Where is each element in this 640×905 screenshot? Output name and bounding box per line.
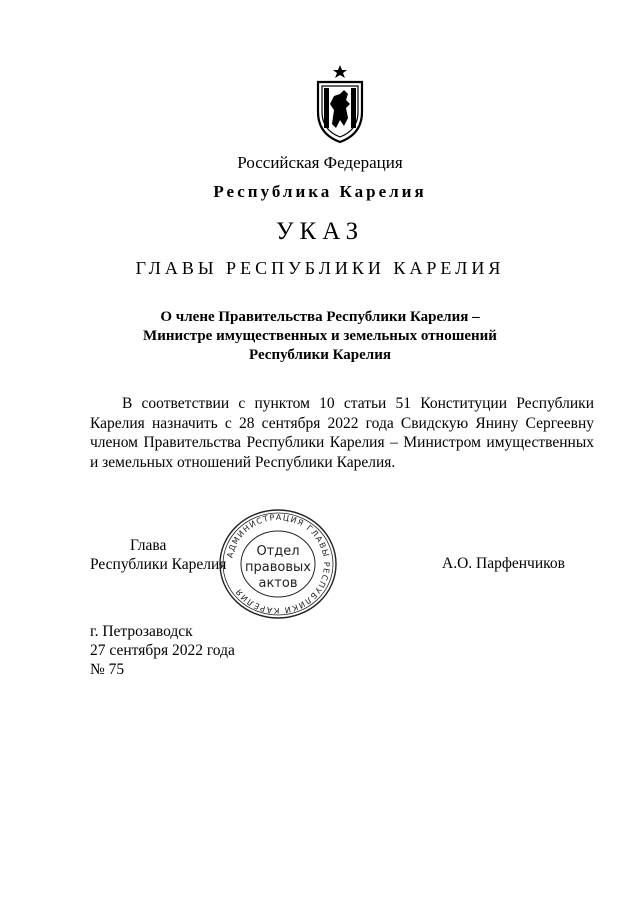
signatory-name: А.О. Парфенчиков: [442, 555, 565, 572]
subject-line: О члене Правительства Республики Карелия –: [160, 309, 480, 325]
country-name: Российская Федерация: [237, 153, 403, 172]
official-stamp: [216, 508, 340, 620]
decree-number: № 75: [90, 661, 125, 678]
stamp-center-text: правовых: [245, 560, 311, 575]
document-type: УКАЗ: [275, 218, 365, 245]
decree-body: В соответствии с пунктом 10 статьи 51 Конституции Республики Карелия назначить с 28 сентября 2022 года Свидскую Янину Сергеевну членом Правительства Республики Карелия – Министром имущественных и земельных отношений Республики Карелия.: [90, 395, 594, 471]
signatory-title: Глава: [130, 537, 167, 554]
stamp-ring-text: АДМИНИСТРАЦИЯ ГЛАВЫ РЕСПУБЛИКИ КАРЕЛИЯ: [225, 512, 332, 616]
republic-name: Республика Карелия: [213, 182, 427, 201]
decree-subject: [0, 308, 640, 365]
subject-line: Министре имущественных и земельных отношений: [143, 328, 497, 344]
subject-line: Республики Карелия: [249, 347, 391, 363]
issue-date: 27 сентября 2022 года: [90, 642, 235, 659]
decree-footer: [90, 622, 235, 679]
issue-city: г. Петрозаводск: [90, 623, 193, 640]
stamp-center-text: актов: [258, 576, 298, 591]
coat-of-arms-icon: [312, 64, 368, 144]
issuing-authority: ГЛАВЫ РЕСПУБЛИКИ КАРЕЛИЯ: [135, 258, 505, 278]
stamp-center-text: Отдел: [256, 544, 300, 559]
signatory-title: Республики Карелия: [90, 556, 227, 573]
